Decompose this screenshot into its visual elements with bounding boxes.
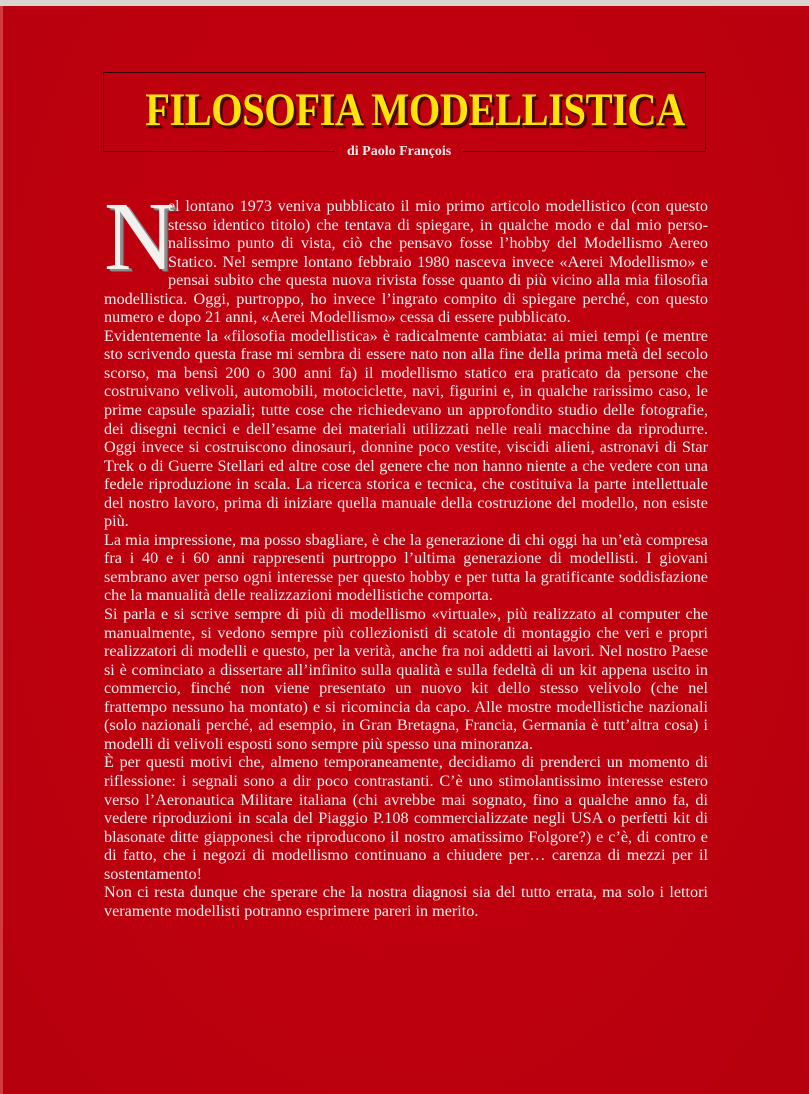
drop-cap: N bbox=[104, 183, 175, 291]
paragraph-5: È per questi motivi che, almeno temporaneamente, decidiamo di prenderci un momento di riflessione: i segnali sono a dir poco contrastanti. C’è uno stimolantissimo interesse estero verso l’Aeronautica Militare italiana (chi avrebbe mai sognato, fino a qualche anno fa, di vedere riproduzioni in scala del Piaggio P.108 commercializzate negli USA o perfetti kit di blasonate ditte giapponesi che riproducono il nostro amatissimo Folgore?) e c’è, di contro e di fatto, che i negozi di modellismo continuano a chiudere per… carenza di mezzi per il sostentamento! bbox=[104, 753, 708, 883]
article-byline: di Paolo François bbox=[335, 142, 463, 162]
paragraph-4: Si parla e si scrive sempre di più di modellismo «virtuale», più realizzato al computer che manualmente, si vedono sempre più collezionisti di scatole di montaggio che veri e propri realizzatori di modelli e questo, per la verità, anche fra noi addetti ai lavori. Nel nostro Paese si è cominciato a dissertare all’infinito sulla qualità e sulla fedeltà di un kit appena uscito in commercio, finché non viene presentato un nuovo kit dello stesso velivolo (che nel frattempo nessuno ha montato) e si ricomincia da capo. Alle mostre modellistiche nazionali (solo nazionali perché, ad esempio, in Gran Bretagna, Francia, Germania è tutt’altra cosa) i modelli di velivoli esposti sono sempre più spesso una minoranza. bbox=[104, 605, 708, 753]
paragraph-2: Evidentemente la «filosofia modellistica» è radicalmente cambiata: ai miei tempi (e mentre sto scrivendo questa frase mi sembra di essere nato non alla fine della prima metà del secolo scorso, ma bensì 200 o 300 anni fa) il modellismo statico era praticato da persone che costruivano velivoli, automobili, motociclette, navi, figurini e, in qualche rarissimo caso, le prime capsule spaziali; tutte cose che richiedevano un approfondito studio delle fotografie, dei disegni tecnici e dell’esame dei materiali utilizzati nelle reali macchine da riprodurre. Oggi invece si costruiscono dinosauri, donnine poco vestite, viscidi alieni, astronavi di Star Trek o di Guerre Stellari ed altre cose del genere che non hanno niente a che vedere con una fedele riproduzione in scala. La ricerca storica e tecnica, che costituiva la parte intellettuale del nostro lavoro, prima di iniziare quella manuale della costruzione del modello, non esiste più. bbox=[104, 326, 708, 531]
scan-left-edge bbox=[0, 6, 3, 1094]
paragraph-6: Non ci resta dunque che sperare che la nostra diagnosi sia del tutto errata, ma solo i lettori veramente modellisti potranno esprimere pareri in merito. bbox=[104, 883, 708, 920]
paragraph-1 bbox=[104, 183, 708, 327]
article-title: FILOSOFIA MODELLISTICA bbox=[145, 84, 685, 136]
paragraph-3: La mia impressione, ma posso sbagliare, è che la generazione di chi oggi ha un’età compresa fra i 40 e i 60 anni rappresenti purtroppo l’ultima generazione di modellisti. I giovani sembrano aver perso ogni interesse per questo hobby e per tutta la gratificante soddisfazione che la manualità delle realizzazioni modellistiche comporta. bbox=[104, 530, 708, 605]
paragraph-1-text: el lontano 1973 veniva pubblicato il mio primo articolo modellistico (con questo stesso identico titolo) che tentava di spiegare, in qualche modo e dal mio personalissimo punto di vista, ciò che pensavo fosse l’hobby del Modellismo Aereo Statico. Nel sempre lontano febbraio 1980 nasceva invece «Aerei Modellismo» e pensai subito che questa nuova rivista fosse quanto di più vicino alla mia filosofia modellistica. Oggi, purtroppo, ho invece l’ingrato compito di spiegare perché, con questo numero e dopo 21 anni, «Aerei Modellismo» cessa di essere pubblicato. bbox=[104, 197, 708, 327]
article-body bbox=[104, 183, 708, 920]
